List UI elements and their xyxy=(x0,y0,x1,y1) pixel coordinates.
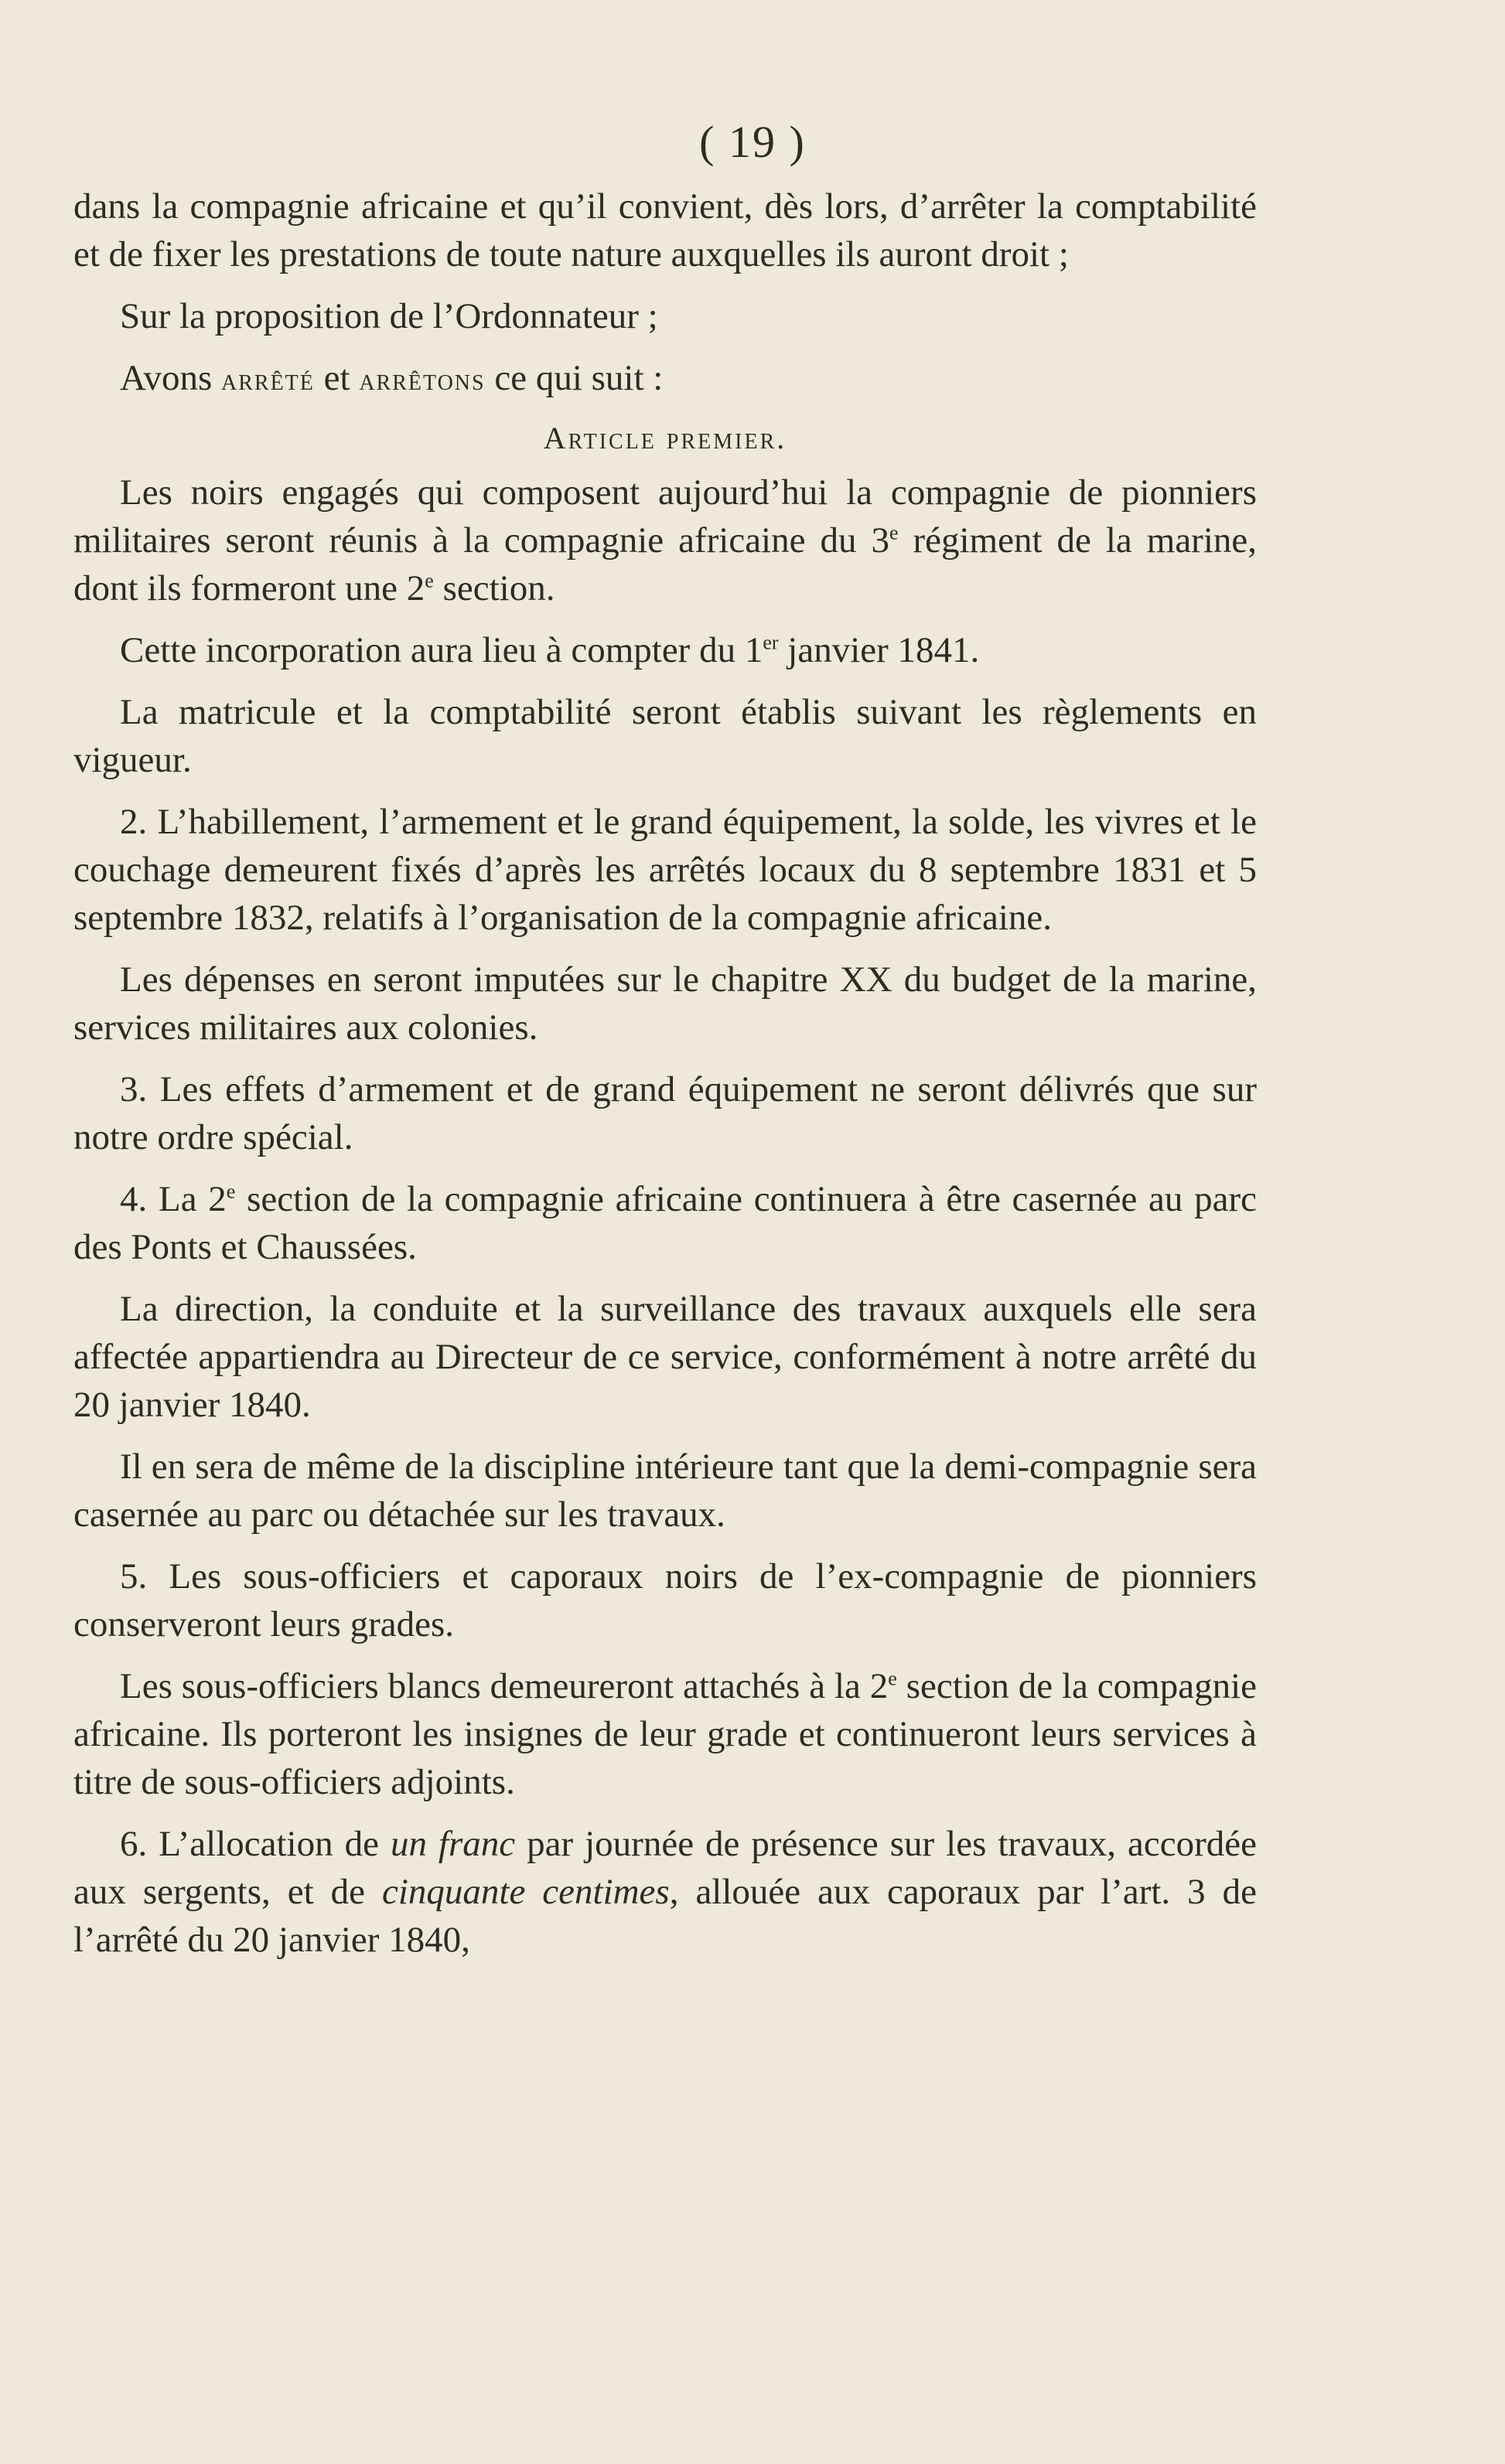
text-run: Cette incorporation aura lieu à compter du 1 xyxy=(120,630,763,670)
paragraph-white-officers xyxy=(73,1662,1257,1806)
italic-text: un franc xyxy=(390,1824,516,1864)
small-caps-text: arrêté xyxy=(221,362,315,397)
text-run: section. xyxy=(433,568,555,608)
superscript: e xyxy=(888,1667,897,1690)
text-run: et xyxy=(314,358,360,398)
paragraph-incorporation-date xyxy=(73,626,1257,674)
text-run: régiment de la marine, dont ils formeront une 2 xyxy=(73,520,1257,608)
paragraph-decree-formula xyxy=(73,354,1257,404)
paragraph-article-6 xyxy=(73,1820,1257,1964)
paragraph-article-4 xyxy=(73,1175,1257,1271)
superscript: e xyxy=(889,521,899,544)
text-run: Les sous-officiers blancs demeureront attachés à la 2 xyxy=(120,1666,889,1706)
text-run: janvier 1841. xyxy=(778,630,980,670)
superscript: e xyxy=(226,1180,236,1203)
small-caps-text: arrêtons xyxy=(359,362,486,397)
page-number: ( 19 ) xyxy=(699,117,806,167)
text-run: 4. La 2 xyxy=(120,1179,227,1219)
body-text xyxy=(73,182,1257,1964)
paragraph-matricule: La matricule et la comptabilité seront établis suivant les règlements en vigueur. xyxy=(73,692,1257,780)
paragraph-article-1 xyxy=(73,469,1257,612)
article-heading: Article premier. xyxy=(543,421,787,455)
paragraph-expenses: Les dépenses en seront imputées sur le chapitre XX du budget de la marine, services militaires aux colonies. xyxy=(73,959,1257,1048)
paragraph-continuation: dans la compagnie africaine et qu’il convient, dès lors, d’arrêter la comptabilité et de fixer les prestations de toute nature auxquelles ils auront droit ; xyxy=(73,186,1257,274)
paragraph-direction: La direction, la conduite et la surveillance des travaux auxquels elle sera affectée appartiendra au Directeur de ce service, conformément à notre arrêté du 20 janvier 1840. xyxy=(73,1289,1257,1425)
text-run: section de la compagnie africaine continuera à être casernée au parc des Ponts et Chaussées. xyxy=(73,1179,1257,1267)
text-run: 6. L’allocation de xyxy=(120,1824,391,1864)
text-run: Les noirs engagés qui composent aujourd’hui la compagnie de pionniers militaires seront réunis à la compagnie africaine du 3 xyxy=(73,472,1257,561)
paragraph-article-3: 3. Les effets d’armement et de grand équipement ne seront délivrés que sur notre ordre spécial. xyxy=(73,1069,1257,1157)
text-run: ce qui suit : xyxy=(485,358,664,398)
italic-text: cinquante centimes xyxy=(381,1872,670,1912)
paragraph-article-2: 2. L’habillement, l’armement et le grand équipement, la solde, les vivres et le couchage demeurent fixés d’après les arrêtés locaux du 8 septembre 1831 et 5 septembre 1832, relatifs à l’organisation de la compagnie africaine. xyxy=(73,802,1257,938)
paragraph-proposition: Sur la proposition de l’Ordonnateur ; xyxy=(120,296,658,336)
text-run: section de la compagnie africaine. Ils porteront les insignes de leur grade et continueront leurs services à titre de sous-officiers adjoints. xyxy=(73,1666,1258,1802)
text-run: Avons xyxy=(120,358,221,398)
superscript: er xyxy=(763,631,779,654)
paragraph-article-5: 5. Les sous-officiers et caporaux noirs de l’ex-compagnie de pionniers conserveront leurs grades. xyxy=(73,1556,1257,1644)
paragraph-discipline: Il en sera de même de la discipline intérieure tant que la demi-compagnie sera casernée au parc ou détachée sur les travaux. xyxy=(73,1447,1257,1535)
text-run: par journée de présence sur les travaux, accordée aux sergents, et de xyxy=(73,1824,1257,1912)
superscript: e xyxy=(425,569,434,592)
text-run: , allouée aux caporaux par l’art. 3 de l’arrêté du 20 janvier 1840, xyxy=(73,1872,1257,1960)
